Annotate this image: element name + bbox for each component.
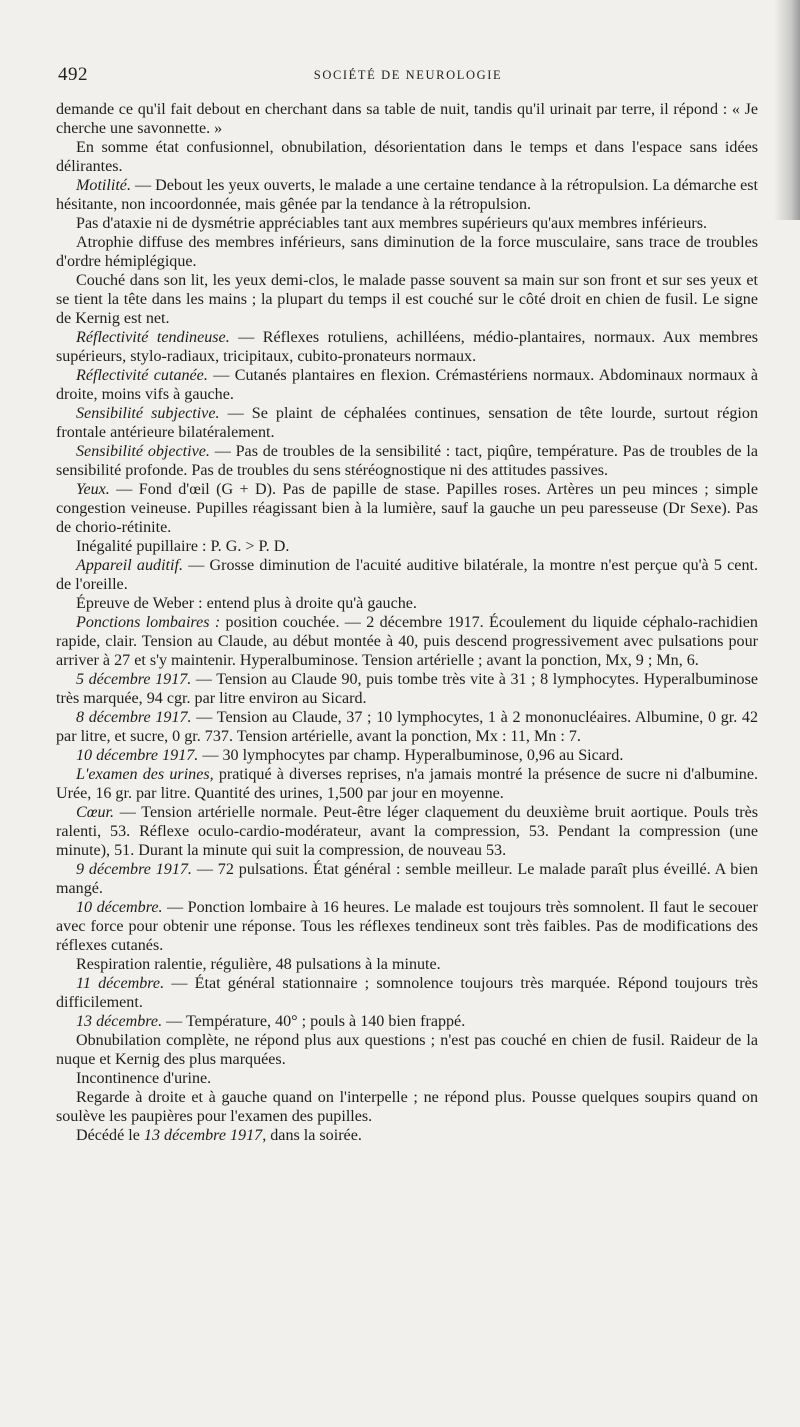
paragraph-lead: Yeux. [76, 481, 110, 498]
paragraph: 5 décembre 1917. — Tension au Claude 90, puis tombe très vite à 31 ; 8 lymphocytes. Hyperalbuminose très marquée, 94 cgr. par litre environ au Sicard. [56, 671, 759, 707]
paragraph: Ponctions lombaires : position couchée. — 2 décembre 1917. Écoulement du liquide céphalo-rachidien rapide, clair. Tension au Claude, au début montée à 40, puis descend progressivement avec pulsations pour arriver à 27 et s'y maintenir. Hyperalbuminose. Tension artérielle ; avant la ponction, Mx, 9 ; Mn, 6. [56, 614, 758, 669]
page-edge-shadow [774, 0, 800, 220]
paragraph-lead: 10 décembre 1917. [76, 747, 199, 764]
page-header [58, 64, 758, 86]
paragraph-lead: 9 décembre 1917. [76, 861, 192, 878]
body-text [56, 100, 758, 1145]
paragraph: Regarde à droite et à gauche quand on l'interpelle ; ne répond plus. Pousse quelques soupirs quand on soulève les paupières pour l'examen des pupilles. [56, 1089, 758, 1125]
paragraph-lead: 5 décembre 1917. [76, 671, 192, 688]
paragraph-lead: 13 décembre. [76, 1013, 163, 1030]
paragraph: Cœur. — Tension artérielle normale. Peut-être léger claquement du deuxième bruit aortique. Pouls très ralenti, 53. Réflexe oculo-cardio-modérateur, avant la compression, 53. Pendant la compression (une minute), 51. Durant la minute qui suit la compression, de nouveau 53. [56, 804, 758, 859]
paragraph: Motilité. — Debout les yeux ouverts, le malade a une certaine tendance à la rétropulsion. La démarche est hésitante, non incoordonnée, mais gênée par la tendance à la rétropulsion. [56, 177, 758, 213]
paragraph-lead: Motilité. [76, 177, 131, 194]
paragraph: 10 décembre. — Ponction lombaire à 16 heures. Le malade est toujours très somnolent. Il faut le secouer avec force pour obtenir une réponse. Tous les réflexes tendineux sont très faibles. Pas de modifications des réflexes cutanés. [56, 899, 758, 954]
paragraph: demande ce qu'il fait debout en cherchant dans sa table de nuit, tandis qu'il urinait par terre, il répond : « Je cherche une savonnette. » [56, 101, 758, 137]
paragraph-lead: Appareil auditif. [76, 557, 183, 574]
paragraph-lead: 10 décembre. [76, 899, 163, 916]
paragraph-lead: Ponctions lombaires : [76, 614, 221, 631]
paragraph: Appareil auditif. — Grosse diminution de l'acuité auditive bilatérale, la montre n'est perçue qu'à 5 cent. de l'oreille. [56, 557, 758, 593]
paragraph: Respiration ralentie, régulière, 48 pulsations à la minute. [76, 956, 441, 973]
paragraph-lead: Sensibilité subjective. [76, 405, 220, 422]
paragraph: 10 décembre 1917. — 30 lymphocytes par champ. Hyperalbuminose, 0,96 au Sicard. [76, 747, 624, 764]
paragraph: 13 décembre. — Température, 40° ; pouls à 140 bien frappé. [76, 1013, 466, 1030]
paragraph: Pas d'ataxie ni de dysmétrie appréciables tant aux membres supérieurs qu'aux membres inférieurs. [76, 215, 708, 232]
paragraph-lead: L'examen des urines, [76, 766, 214, 783]
paragraph: Yeux. — Fond d'œil (G + D). Pas de papille de stase. Papilles roses. Artères un peu minces ; simple congestion veineuse. Pupilles réagissant bien à la lumière, sauf la gauche un peu paresseuse (Dr Sexe). Pas de chorio-rétinite. [56, 481, 758, 536]
paragraph-lead: 13 décembre 1917 [143, 1127, 263, 1144]
paragraph-lead: Réflectivité tendineuse. [76, 329, 230, 346]
paragraph: Sensibilité objective. — Pas de troubles de la sensibilité : tact, piqûre, température. Pas de troubles de la sensibilité profonde. Pas de troubles du sens stéréognostique ni des attitudes passives. [56, 443, 758, 479]
paragraph: Inégalité pupillaire : P. G. > P. D. [76, 538, 290, 555]
paragraph: L'examen des urines, pratiqué à diverses reprises, n'a jamais montré la présence de sucre ni d'albumine. Urée, 16 gr. par litre. Quantité des urines, 1,500 par jour en moyenne. [56, 766, 759, 802]
paragraph-lead: Réflectivité cutanée. [76, 367, 208, 384]
paragraph: Obnubilation complète, ne répond plus aux questions ; n'est pas couché en chien de fusil. Raideur de la nuque et Kernig des plus marquées. [56, 1032, 758, 1068]
paragraph: En somme état confusionnel, obnubilation, désorientation dans le temps et dans l'espace sans idées délirantes. [56, 139, 758, 175]
paragraph: Sensibilité subjective. — Se plaint de céphalées continues, sensation de tête lourde, surtout région frontale antérieure bilatéralement. [56, 405, 758, 441]
paragraph: 9 décembre 1917. — 72 pulsations. État général : semble meilleur. Le malade paraît plus éveillé. A bien mangé. [56, 861, 759, 897]
paragraph: Épreuve de Weber : entend plus à droite qu'à gauche. [76, 595, 417, 612]
paragraph: Réflectivité cutanée. — Cutanés plantaires en flexion. Crémastériens normaux. Abdominaux normaux à droite, moins vifs à gauche. [56, 367, 759, 403]
paragraph-lead: 11 décembre. [76, 975, 165, 992]
paragraph-lead: Cœur. [76, 804, 115, 821]
paragraph: Atrophie diffuse des membres inférieurs, sans diminution de la force musculaire, sans trace de troubles d'ordre hémiplégique. [56, 234, 758, 270]
paragraph: Incontinence d'urine. [76, 1070, 212, 1087]
paragraph: Décédé le 13 décembre 1917, dans la soirée. [76, 1127, 362, 1144]
page-number: 492 [58, 64, 88, 85]
paragraph: Couché dans son lit, les yeux demi-clos, le malade passe souvent sa main sur son front et sur ses yeux et se tient la tête dans les mains ; la plupart du temps il est couché sur le côté droit en chien de fusil. Le signe de Kernig est net. [56, 272, 758, 327]
paragraph-lead: Sensibilité objective. [76, 443, 210, 460]
paragraph: 8 décembre 1917. — Tension au Claude, 37 ; 10 lymphocytes, 1 à 2 mononucléaires. Albumine, 0 gr. 42 par litre, et sucre, 0 gr. 737. Tension artérielle, avant la ponction, Mx : 11, Mn : 7. [56, 709, 759, 745]
paragraph: 11 décembre. — État général stationnaire ; somnolence toujours très marquée. Répond toujours très difficilement. [56, 975, 758, 1011]
paragraph: Réflectivité tendineuse. — Réflexes rotuliens, achilléens, médio-plantaires, normaux. Aux membres supérieurs, stylo-radiaux, tricipitaux, cubito-pronateurs normaux. [56, 329, 758, 365]
paragraph-lead: 8 décembre 1917. [76, 709, 192, 726]
running-head: SOCIÉTÉ DE NEUROLOGIE [313, 68, 503, 82]
